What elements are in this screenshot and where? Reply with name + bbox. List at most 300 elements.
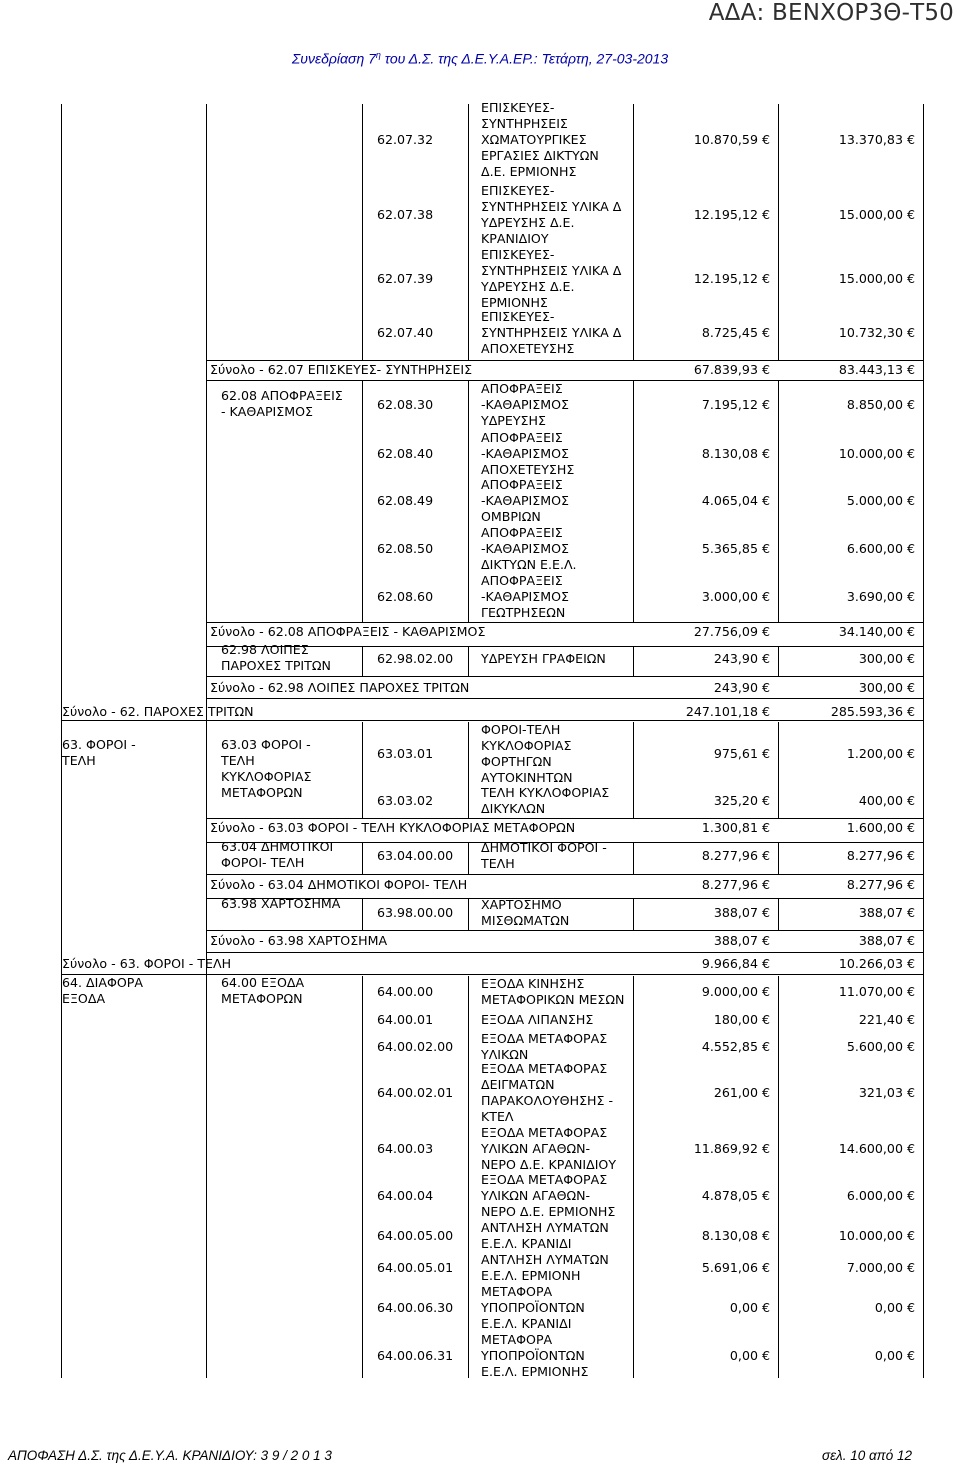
account-description [481, 1252, 651, 1284]
amount-budget-amount: 14.600,00 [838, 1141, 903, 1156]
account-description-line: ΚΤΕΛ [481, 1109, 514, 1124]
account-description-line: ΣΥΝΤΗΡΗΣΕΙΣ ΥΛΙΚΑ Δ [481, 199, 622, 214]
account-description [481, 1012, 651, 1028]
amount-budget-amount: 300,00 [858, 651, 903, 666]
total-current-amount: 67.839,93 [693, 362, 758, 377]
amount-budget-amount: 8.277,96 [846, 848, 903, 863]
account-description-line: ΥΔΡΕΥΣΗΣ Δ.Ε. [481, 279, 575, 294]
account-code: 62.07.39 [377, 271, 434, 286]
account-description-line: ΑΠΟΧΕΤΕΥΣΗΣ [481, 462, 575, 477]
amount-budget-amount: 0,00 [874, 1348, 903, 1363]
account-description-line: ΜΕΤΑΦΟΡΑ [481, 1332, 553, 1347]
account-description [481, 1031, 651, 1063]
euro-sign: € [902, 207, 915, 222]
group-level2-label-line: - ΚΑΘΑΡΙΣΜΟΣ [221, 404, 313, 419]
table-rule [778, 646, 779, 676]
euro-sign: € [902, 1039, 915, 1054]
amount-current-amount: 11.869,92 [693, 1141, 758, 1156]
account-description-line: ΧΩΜΑΤΟΥΡΓΙΚΕΣ [481, 132, 587, 147]
amount-budget-amount: 15.000,00 [838, 207, 903, 222]
account-description-line: ΔΗΜΟΤΙΚΟΙ ΦΟΡΟΙ - [481, 840, 607, 855]
group-level2-label-line: 63.98 ΧΑΡΤΟΣΗΜΑ [221, 896, 341, 911]
amount-budget [790, 446, 915, 462]
amount-budget [790, 132, 915, 148]
amount-current-amount: 10.870,59 [693, 132, 758, 147]
account-code: 62.98.02.00 [377, 651, 454, 666]
account-code: 62.08.49 [377, 493, 434, 508]
amount-budget-amount: 10.000,00 [838, 1228, 903, 1243]
account-description-line: ΑΠΟΦΡΑΞΕΙΣ [481, 381, 563, 396]
account-description-line: ΜΙΣΘΩΜΑΤΩΝ [481, 913, 570, 928]
account-code: 64.00.02.00 [377, 1039, 454, 1054]
account-code: 63.98.00.00 [377, 905, 454, 920]
account-code: 62.07.38 [377, 207, 434, 222]
amount-budget [790, 793, 915, 809]
amount-current-amount: 0,00 [729, 1348, 758, 1363]
euro-sign: € [757, 1348, 770, 1363]
group-level2-label-line: 62.08 ΑΠΟΦΡΑΞΕΙΣ [221, 388, 343, 403]
account-description [481, 309, 651, 357]
table-rule [778, 898, 779, 930]
account-code: 64.00.01 [377, 1012, 434, 1027]
euro-sign: € [757, 589, 770, 604]
amount-current-amount: 8.725,45 [701, 325, 758, 340]
amount-current-amount: 5.691,06 [701, 1260, 758, 1275]
amount-budget [790, 848, 915, 864]
account-description-line: ΑΠΟΦΡΑΞΕΙΣ [481, 525, 563, 540]
euro-sign: € [757, 933, 770, 948]
footer-page-number: σελ. 10 από 12 [821, 1448, 912, 1463]
account-code: 64.00.02.01 [377, 1085, 454, 1100]
table-rule [778, 380, 779, 622]
total-current-amount: 1.300,81 [701, 820, 758, 835]
account-description-line: -ΚΑΘΑΡΙΣΜΟΣ [481, 541, 569, 556]
total-current [655, 877, 770, 893]
amount-budget [790, 1188, 915, 1204]
group-level2-label-line: 62.98 ΛΟΙΠΕΣ [221, 642, 309, 657]
amount-current [655, 1039, 770, 1055]
total-current [655, 680, 770, 696]
amount-current [655, 589, 770, 605]
total-budget [790, 933, 915, 949]
account-description [481, 100, 651, 180]
total-current-amount: 243,90 [713, 680, 758, 695]
account-description-line: ΥΔΡΕΥΣΗΣ Δ.Ε. [481, 215, 575, 230]
amount-current-amount: 5.365,85 [701, 541, 758, 556]
table-rule [778, 842, 779, 874]
euro-sign: € [902, 589, 915, 604]
group-level2-label-line: ΜΕΤΑΦΟΡΩΝ [221, 991, 303, 1006]
euro-sign: € [902, 1348, 915, 1363]
account-description-line: ΕΞΟΔΑ ΛΙΠΑΝΣΗΣ [481, 1012, 594, 1027]
account-description-line: ΔΙΚΥΚΛΩΝ [481, 801, 546, 816]
account-description-line: ΑΝΤΛΗΣΗ ΛΥΜΑΤΩΝ [481, 1252, 609, 1267]
amount-current [655, 493, 770, 509]
account-description-line: ΜΕΤΑΦΟΡΙΚΩΝ ΜΕΣΩΝ [481, 992, 625, 1007]
euro-sign: € [902, 132, 915, 147]
account-description-line: ΕΠΙΣΚΕΥΕΣ- [481, 247, 555, 262]
euro-sign: € [902, 1012, 915, 1027]
group-level1-label-line: 64. ΔΙΑΦΟΡΑ [62, 975, 144, 990]
euro-sign: € [757, 541, 770, 556]
table-rule [362, 898, 363, 930]
euro-sign: € [757, 820, 770, 835]
account-code: 64.00.05.01 [377, 1260, 454, 1275]
account-description [481, 1284, 651, 1332]
account-description-line: ΕΞΟΔΑ ΜΕΤΑΦΟΡΑΣ [481, 1061, 608, 1076]
euro-sign: € [757, 624, 770, 639]
account-description-line: ΕΡΜΙΟΝΗΣ [481, 295, 548, 310]
amount-budget [790, 1039, 915, 1055]
account-description-line: ΕΞΟΔΑ ΜΕΤΑΦΟΡΑΣ [481, 1031, 608, 1046]
euro-sign: € [757, 651, 770, 666]
amount-budget [790, 1085, 915, 1101]
account-description-line: ΑΠΟΦΡΑΞΕΙΣ [481, 573, 563, 588]
euro-sign: € [902, 956, 915, 971]
table-rule [206, 698, 923, 699]
account-description-line: ΟΜΒΡΙΩΝ [481, 509, 541, 524]
account-description-line: ΕΠΙΣΚΕΥΕΣ- [481, 309, 555, 324]
euro-sign: € [757, 493, 770, 508]
amount-current-amount: 8.130,08 [701, 446, 758, 461]
total-budget [790, 680, 915, 696]
account-description-line: ΦΟΡΤΗΓΩΝ [481, 754, 552, 769]
group-level1-label [62, 975, 152, 1007]
account-description [481, 573, 651, 621]
group-level2-label-line: 63.04 ΔΗΜΟΤΙΚΟΙ [221, 839, 334, 854]
account-description-line: ΝΕΡΟ Δ.Ε. ΚΡΑΝΙΔΙΟΥ [481, 1157, 617, 1172]
euro-sign: € [902, 493, 915, 508]
euro-sign: € [902, 1085, 915, 1100]
euro-sign: € [757, 271, 770, 286]
account-description-line: ΣΥΝΤΗΡΗΣΕΙΣ ΥΛΙΚΑ Δ [481, 325, 622, 340]
total-budget [790, 362, 915, 378]
total-budget-amount: 300,00 [858, 680, 903, 695]
account-code: 62.08.40 [377, 446, 434, 461]
amount-budget-amount: 13.370,83 [838, 132, 903, 147]
account-code: 62.07.32 [377, 132, 434, 147]
account-description-line: ΕΞΟΔΑ ΜΕΤΑΦΟΡΑΣ [481, 1125, 608, 1140]
account-description-line: ΑΠΟΧΕΤΕΥΣΗΣ [481, 341, 575, 356]
euro-sign: € [757, 1300, 770, 1315]
account-description-line: ΕΠΙΣΚΕΥΕΣ- [481, 100, 555, 115]
total-current [655, 820, 770, 836]
euro-sign: € [757, 1039, 770, 1054]
total-budget-amount: 8.277,96 [846, 877, 903, 892]
euro-sign: € [757, 680, 770, 695]
account-description [481, 1172, 651, 1220]
account-description [481, 247, 651, 311]
table-rule [206, 676, 923, 677]
table-rule [778, 976, 779, 1378]
amount-current [655, 651, 770, 667]
amount-current [655, 1260, 770, 1276]
table-rule [206, 874, 923, 875]
amount-current [655, 905, 770, 921]
account-description-line: Ε.Ε.Λ. ΕΡΜΙΟΝΗΣ [481, 1364, 589, 1379]
account-description-line: ΕΠΙΣΚΕΥΕΣ- [481, 183, 555, 198]
euro-sign: € [902, 362, 915, 377]
total-current [655, 362, 770, 378]
amount-current-amount: 975,61 [713, 746, 758, 761]
euro-sign: € [757, 1141, 770, 1156]
euro-sign: € [757, 905, 770, 920]
amount-current-amount: 4.065,04 [701, 493, 758, 508]
meeting-header: Συνεδρίαση $7^\eta$ του Δ.Σ. της Δ.Ε.Υ.Α.ΕΡ.: Τετάρτη, 27-03-2013 [291, 50, 669, 67]
euro-sign: € [757, 397, 770, 412]
total-current-amount: 247.101,18 [685, 704, 758, 719]
amount-current [655, 325, 770, 341]
group-level1-label-line: ΕΞΟΔΑ [62, 991, 106, 1006]
total-current-amount: 27.756,09 [693, 624, 758, 639]
total-budget-amount: 83.443,13 [838, 362, 903, 377]
total-current-amount: 9.966,84 [701, 956, 758, 971]
amount-current [655, 1012, 770, 1028]
account-code: 64.00.06.31 [377, 1348, 454, 1363]
total-budget [790, 877, 915, 893]
account-description [481, 785, 651, 817]
euro-sign: € [757, 1085, 770, 1100]
subgroup-total-row: Σύνολο - 62.98 ΛΟΙΠΕΣ ΠΑΡΟΧΕΣ ΤΡΙΤΩΝ [210, 680, 470, 695]
account-code: 62.08.60 [377, 589, 434, 604]
ada-code: ΑΔΑ: ΒΕΝΧΟΡ3Θ-Τ50 [708, 0, 954, 26]
group-total-row: Σύνολο - 63. ΦΟΡΟΙ - ΤΕΛΗ [62, 956, 232, 971]
total-current-amount: 8.277,96 [701, 877, 758, 892]
account-description-line: ΣΥΝΤΗΡΗΣΕΙΣ [481, 116, 568, 131]
amount-current [655, 207, 770, 223]
total-budget-amount: 10.266,03 [838, 956, 903, 971]
amount-budget [790, 541, 915, 557]
euro-sign: € [902, 905, 915, 920]
total-budget-amount: 285.593,36 [830, 704, 903, 719]
euro-sign: € [902, 325, 915, 340]
account-description-line: ΜΕΤΑΦΟΡΑ [481, 1284, 553, 1299]
euro-sign: € [757, 362, 770, 377]
table-rule [206, 360, 923, 361]
euro-sign: € [902, 680, 915, 695]
amount-current-amount: 325,20 [713, 793, 758, 808]
account-description-line: ΥΛΙΚΩΝ ΑΓΑΘΩΝ- [481, 1141, 591, 1156]
amount-budget-amount: 5.600,00 [846, 1039, 903, 1054]
euro-sign: € [902, 1260, 915, 1275]
account-description-line: ΠΑΡΑΚΟΛΟΥΘΗΣΗΣ - [481, 1093, 614, 1108]
total-current-amount: 388,07 [713, 933, 758, 948]
table-rule [362, 976, 363, 1378]
account-description [481, 1125, 651, 1173]
account-description [481, 430, 651, 478]
account-description-line: -ΚΑΘΑΡΙΣΜΟΣ [481, 493, 569, 508]
euro-sign: € [902, 651, 915, 666]
group-level2-label [221, 896, 361, 912]
amount-budget-amount: 0,00 [874, 1300, 903, 1315]
amount-current-amount: 7.195,12 [701, 397, 758, 412]
amount-budget [790, 271, 915, 287]
amount-budget [790, 1300, 915, 1316]
account-description-line: ΤΕΛΗ [481, 856, 515, 871]
account-description-line: -ΚΑΘΑΡΙΣΜΟΣ [481, 589, 569, 604]
amount-budget-amount: 388,07 [858, 905, 903, 920]
table-rule [778, 722, 779, 818]
euro-sign: € [902, 271, 915, 286]
amount-budget [790, 1012, 915, 1028]
table-rule [362, 104, 363, 360]
total-budget [790, 820, 915, 836]
subgroup-total-row: Σύνολο - 63.98 ΧΑΡΤΟΣΗΜΑ [210, 933, 388, 948]
table-rule [61, 720, 923, 721]
account-description [481, 525, 651, 573]
amount-current [655, 1228, 770, 1244]
amount-current [655, 848, 770, 864]
euro-sign: € [757, 1188, 770, 1203]
account-description-line: ΧΑΡΤΟΣΗΜΟ [481, 897, 562, 912]
amount-current-amount: 3.000,00 [701, 589, 758, 604]
account-code: 64.00.03 [377, 1141, 434, 1156]
euro-sign: € [757, 793, 770, 808]
amount-budget-amount: 6.600,00 [846, 541, 903, 556]
euro-sign: € [902, 446, 915, 461]
amount-budget [790, 493, 915, 509]
euro-sign: € [757, 1012, 770, 1027]
subgroup-total-row: Σύνολο - 63.04 ΔΗΜΟΤΙΚΟΙ ΦΟΡΟΙ- ΤΕΛΗ [210, 877, 468, 892]
account-description-line: -ΚΑΘΑΡΙΣΜΟΣ [481, 397, 569, 412]
account-description-line: Δ.Ε. ΕΡΜΙΟΝΗΣ [481, 164, 577, 179]
account-description [481, 1220, 651, 1252]
amount-current [655, 1348, 770, 1364]
amount-budget [790, 397, 915, 413]
total-budget [790, 624, 915, 640]
account-description-line: ΕΞΟΔΑ ΚΙΝΗΣΗΣ [481, 976, 585, 991]
euro-sign: € [757, 132, 770, 147]
amount-current [655, 397, 770, 413]
account-description [481, 183, 651, 247]
amount-current-amount: 388,07 [713, 905, 758, 920]
account-description-line: ΓΕΩΤΡΗΣΕΩΝ [481, 605, 566, 620]
amount-current-amount: 12.195,12 [693, 207, 758, 222]
euro-sign: € [902, 820, 915, 835]
account-description-line: ΥΔΡΕΥΣΗ ΓΡΑΦΕΙΩΝ [481, 651, 606, 666]
total-current [655, 933, 770, 949]
account-description-line: ΑΥΤΟΚΙΝΗΤΩΝ [481, 770, 573, 785]
subgroup-total-row: Σύνολο - 62.08 ΑΠΟΦΡΑΞΕΙΣ - ΚΑΘΑΡΙΣΜΟΣ [210, 624, 486, 639]
amount-current [655, 1188, 770, 1204]
euro-sign: € [902, 933, 915, 948]
account-description-line: ΥΠΟΠΡΟΪΟΝΤΩΝ [481, 1300, 585, 1315]
amount-budget [790, 1260, 915, 1276]
subgroup-total-row: Σύνολο - 63.03 ΦΟΡΟΙ - ΤΕΛΗ ΚΥΚΛΟΦΟΡΙΑΣ ΜΕΤΑΦΟΡΩΝ [210, 820, 576, 835]
account-code: 64.00.00 [377, 984, 434, 999]
group-level2-label [221, 975, 361, 1007]
amount-current [655, 984, 770, 1000]
euro-sign: € [757, 1228, 770, 1243]
account-description-line: ΝΕΡΟ Δ.Ε. ΕΡΜΙΟΝΗΣ [481, 1204, 616, 1219]
amount-current-amount: 0,00 [729, 1300, 758, 1315]
account-description-line: ΕΞΟΔΑ ΜΕΤΑΦΟΡΑΣ [481, 1172, 608, 1187]
amount-budget-amount: 7.000,00 [846, 1260, 903, 1275]
amount-budget-amount: 8.850,00 [846, 397, 903, 412]
amount-current-amount: 12.195,12 [693, 271, 758, 286]
amount-current [655, 446, 770, 462]
amount-current-amount: 180,00 [713, 1012, 758, 1027]
amount-budget-amount: 221,40 [858, 1012, 903, 1027]
euro-sign: € [902, 984, 915, 999]
table-rule [362, 842, 363, 874]
group-level2-label [221, 388, 361, 420]
table-rule [362, 722, 363, 818]
account-description [481, 1332, 651, 1380]
amount-budget [790, 589, 915, 605]
account-description [481, 976, 651, 1008]
amount-budget-amount: 11.070,00 [838, 984, 903, 999]
table-rule [362, 380, 363, 622]
total-current [655, 704, 770, 720]
group-level2-label-line: ΠΑΡΟΧΕΣ ΤΡΙΤΩΝ [221, 658, 331, 673]
amount-budget-amount: 15.000,00 [838, 271, 903, 286]
account-description-line: ΥΠΟΠΡΟΪΟΝΤΩΝ [481, 1348, 585, 1363]
group-level2-label-line: ΜΕΤΑΦΟΡΩΝ [221, 785, 303, 800]
account-description-line: Ε.Ε.Λ. ΚΡΑΝΙΔΙ [481, 1236, 572, 1251]
amount-current [655, 1085, 770, 1101]
euro-sign: € [902, 1300, 915, 1315]
euro-sign: € [757, 984, 770, 999]
table-rule [61, 974, 923, 975]
table-rule [206, 722, 207, 976]
total-budget-amount: 388,07 [858, 933, 903, 948]
amount-budget-amount: 6.000,00 [846, 1188, 903, 1203]
table-rule [468, 976, 469, 1378]
amount-budget [790, 984, 915, 1000]
account-description-line: ΔΙΚΤΥΩΝ Ε.Ε.Λ. [481, 557, 577, 572]
amount-current-amount: 4.878,05 [701, 1188, 758, 1203]
group-level1-label [62, 737, 152, 769]
account-code: 63.03.01 [377, 746, 434, 761]
amount-current [655, 271, 770, 287]
group-level2-label-line: ΤΕΛΗ [221, 753, 255, 768]
group-level2-label-line: 64.00 ΕΞΟΔΑ [221, 975, 305, 990]
amount-current [655, 1300, 770, 1316]
euro-sign: € [902, 1228, 915, 1243]
euro-sign: € [902, 1141, 915, 1156]
amount-budget-amount: 10.732,30 [838, 325, 903, 340]
account-description [481, 1061, 651, 1125]
amount-budget [790, 1348, 915, 1364]
table-rule [206, 976, 207, 1378]
account-description [481, 722, 651, 786]
total-current [655, 624, 770, 640]
account-code: 64.00.05.00 [377, 1228, 454, 1243]
euro-sign: € [757, 746, 770, 761]
amount-budget [790, 905, 915, 921]
euro-sign: € [902, 746, 915, 761]
euro-sign: € [902, 624, 915, 639]
euro-sign: € [757, 207, 770, 222]
amount-current [655, 793, 770, 809]
amount-budget-amount: 5.000,00 [846, 493, 903, 508]
amount-current [655, 541, 770, 557]
amount-budget-amount: 321,03 [858, 1085, 903, 1100]
account-description-line: ΚΥΚΛΟΦΟΡΙΑΣ [481, 738, 572, 753]
amount-current-amount: 243,90 [713, 651, 758, 666]
amount-budget [790, 1228, 915, 1244]
total-budget [790, 704, 915, 720]
amount-budget [790, 746, 915, 762]
table-rule [206, 930, 923, 931]
account-description-line: -ΚΑΘΑΡΙΣΜΟΣ [481, 446, 569, 461]
total-budget-amount: 34.140,00 [838, 624, 903, 639]
euro-sign: € [902, 848, 915, 863]
account-description-line: ΔΕΙΓΜΑΤΩΝ [481, 1077, 555, 1092]
account-description [481, 651, 651, 667]
amount-budget-amount: 3.690,00 [846, 589, 903, 604]
